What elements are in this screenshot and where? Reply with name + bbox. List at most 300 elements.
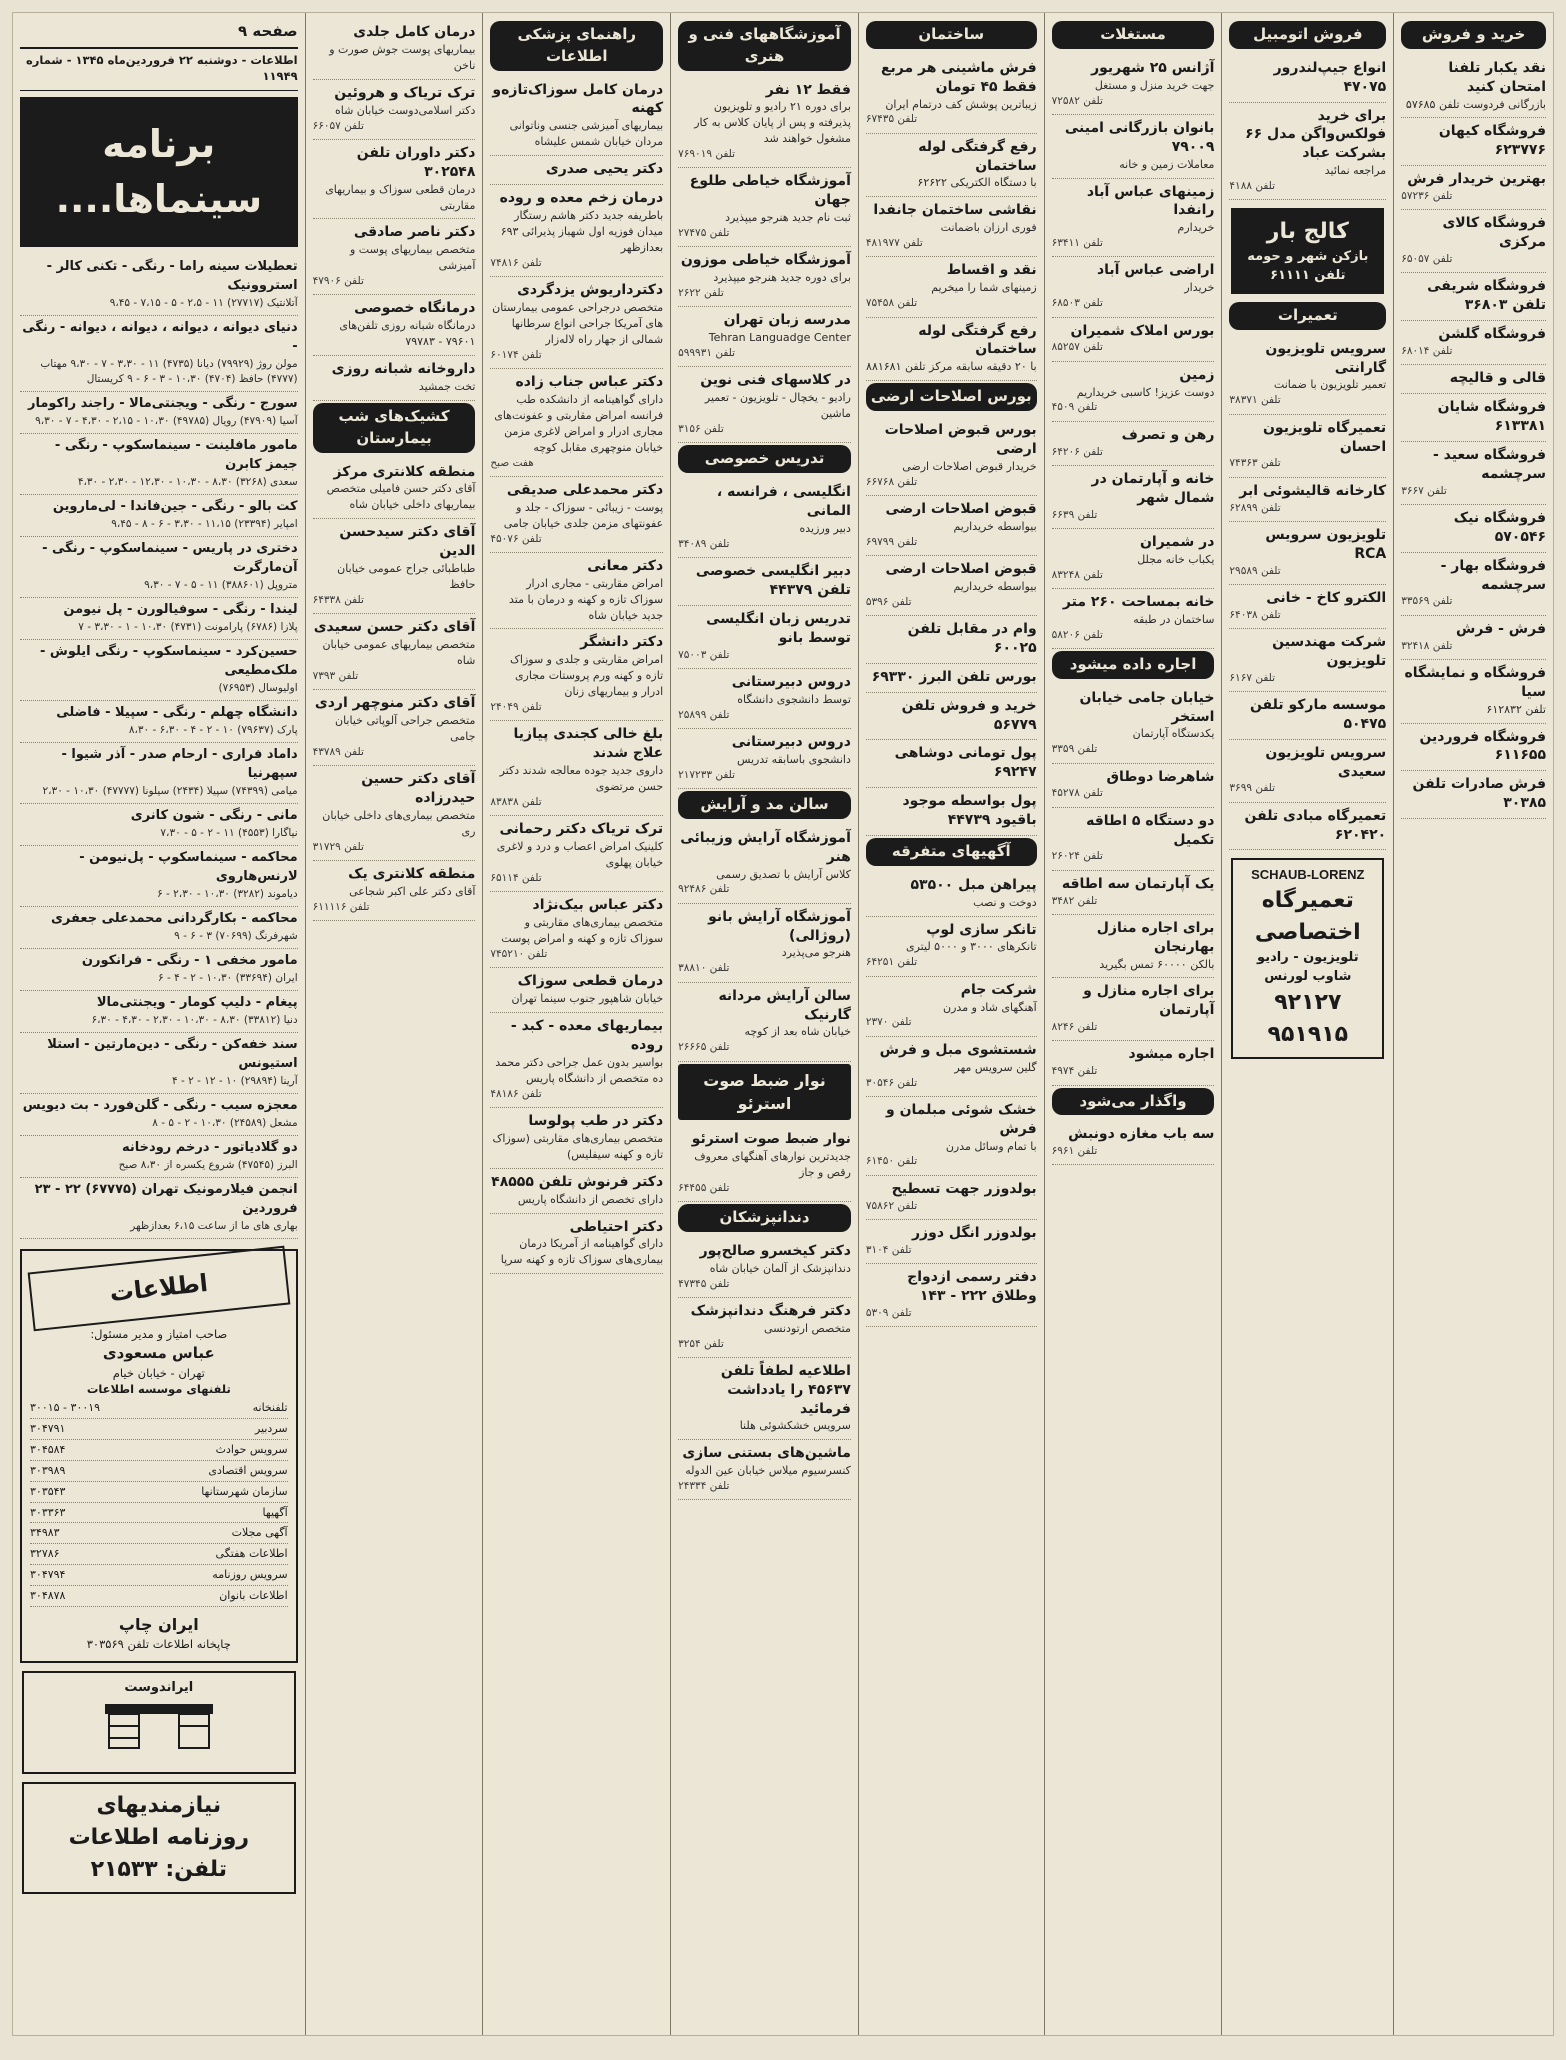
classified-ad (1052, 871, 1215, 915)
needs-line1: نیازمندیهای (96, 1793, 222, 1819)
phone-label: اطلاعات هفتگی (215, 1547, 288, 1561)
ad-phone: تلفن ۶۶۰۵۷ (312, 119, 364, 132)
section-header-dental: دندانپزشکان (678, 1204, 851, 1232)
ad-phone: تلفن ۷۲۵۸۲ (1051, 94, 1103, 107)
classified-ad (1229, 803, 1386, 851)
cinema-listing (20, 846, 298, 907)
classified-ad (678, 367, 851, 443)
ad-body: آقای دکتر حسن فامیلی متخصص بیماریهای داخلی خیابان شاه (326, 482, 476, 512)
cinema-banner: برنامه سینماها.... (20, 97, 298, 247)
classified-ad (1401, 321, 1546, 365)
ad-phone: تلفن ۳۶۹۹ (1229, 782, 1276, 795)
ad-phone: تلفن ۲۶۰۲۴ (1051, 850, 1103, 863)
ad-phone: تلفن ۵۷۲۳۶ (1401, 190, 1453, 203)
ad-body: برای دوره جدید هنرجو میپذیرد (713, 271, 851, 285)
ad-phone: تلفن ۲۳۷۰ (865, 1016, 912, 1029)
ad-body: با ۲۰ دقیقه سابقه مرکز تلفن ۸۸۱۶۸۱ (866, 360, 1037, 374)
ad-phone: تلفن ۲۴۰۴۹ (490, 701, 542, 714)
cinema-showtimes: سعدی (۳۲۶۸) ۸،۳۰ - ۱۰،۳۰ - ۱۲،۳۰ - ۲،۳۰ - ۴،۳۰ (77, 476, 298, 489)
ad-body: دکتر اسلامی‌دوست خیابان شاه (334, 103, 476, 117)
ad-body: بیواسطه خریداریم (953, 519, 1037, 533)
ad-body: خریدار قبوض اصلاحات ارضی (902, 459, 1037, 473)
classified-ad (1401, 273, 1546, 321)
ad-title: فروشگاه و نمایشگاه سیا (1404, 664, 1546, 700)
cinema-showtimes: دنیا (۳۳۸۱۲) ۸،۳۰ - ۱۰،۳۰ - ۲،۳۰ - ۴،۳۰ - ۶،۳۰ (91, 1014, 298, 1027)
cinema-listing (20, 1094, 298, 1136)
ad-body: خیابان شاهپور جنوب سینما تهران (511, 992, 664, 1006)
phone-label: آگهیها (262, 1505, 288, 1519)
cinema-showtimes: شهرفرنگ (۷۰۶۹۹) ۳ - ۶ - ۹ (174, 930, 298, 942)
ad-body: جهت خرید منزل و مستغل (1094, 78, 1215, 92)
column-schools (670, 13, 858, 2035)
ad-title: رفع گرفتگی لوله ساختمان (918, 138, 1037, 174)
column-shops (1393, 13, 1553, 2035)
ad-title: بورس قبوض اصلاحات ارضی (884, 421, 1037, 457)
ad-title: فروشگاه گلشن (1438, 326, 1546, 343)
ad-title: آموزشگاه خیاطی موزون (680, 252, 851, 269)
ad-title: خانه و آپارتمان در شمال شهر (1091, 470, 1215, 506)
page-header (20, 19, 298, 49)
ad-body: یکباب خانه مجلل (1137, 552, 1215, 566)
cinema-showtimes: پلازا (۶۷۸۶) پارامونت (۴۷۳۱) ۱۰،۳۰ - ۱ - ۳،۳۰ - ۷ (78, 621, 298, 634)
ad-phone: هفت صبح (490, 456, 534, 469)
classified-ad (490, 1108, 663, 1169)
ad-body: دارای گواهینامه از دانشکده طب فرانسه امراض مقاربتی و عفونت‌های مجاری ادرار و امراض لاغری مزمن خیابان منوچهری مقابل کوچه (494, 392, 664, 454)
cinema-film-title: داماد فراری - ارحام صدر - آذر شیوا - سپهرنیا (61, 747, 298, 782)
ad-title: خانه بمساحت ۲۶۰ متر (1062, 593, 1215, 610)
classified-ad (866, 318, 1037, 382)
ad-phone: تلفن ۷۶۹۰۱۹ (678, 148, 736, 161)
ad-title: در کلاسهای فنی نوین (700, 372, 851, 389)
classified-ad (1401, 724, 1546, 772)
ads-list-night-clinics (313, 459, 476, 922)
phone-label: تلفنخانه (252, 1400, 288, 1414)
desk-icon-svg (99, 1698, 219, 1754)
section-header-rent: اجاره داده میشود (1052, 651, 1215, 679)
needs-line2: روزنامه اطلاعات (68, 1825, 250, 1851)
ad-title: دکتر یحیی صدری (545, 161, 664, 178)
ad-body: باطریفه جدید دکتر هاشم رستگار میدان فوزیه اول شهباز پذیرائی ۶۹۳ بعدازظهر (500, 208, 664, 254)
ad-title: بهترین خریدار فرش (1407, 171, 1546, 188)
classified-ad (1052, 1041, 1215, 1085)
classified-ad (866, 1176, 1037, 1220)
classified-ad (490, 629, 663, 721)
ad-title: پول بواسطه موجود باقیود ۴۴۷۳۹ (902, 793, 1037, 829)
ad-title: کارخانه قالیشوئی ابر (1239, 482, 1387, 499)
ads-list-doctors (313, 19, 476, 401)
ad-title: منطقه کلانتری یک (348, 866, 476, 883)
classified-ad (866, 556, 1037, 616)
classified-ad (313, 19, 476, 80)
ad-title: منطقه کلانتری مرکز (333, 463, 476, 480)
ad-body: ثبت نام جدید هنرجو میپذیرد (725, 211, 851, 225)
classified-ad (866, 616, 1037, 664)
classified-ad (490, 1013, 663, 1108)
classified-ad (866, 664, 1037, 693)
ad-title: خرید و فروش تلفن ۵۶۷۷۹ (901, 697, 1037, 733)
ad-phone: تلفن ۲۴۳۳۴ (678, 1480, 730, 1493)
ad-title: دکتر فرهنگ دندانپزشک (690, 1302, 851, 1319)
classified-ad (1401, 166, 1546, 210)
ad-phone: تلفن ۳۴۰۸۹ (678, 537, 730, 550)
classified-ad (1052, 362, 1215, 422)
classified-ad (866, 134, 1037, 198)
classified-ad (313, 614, 476, 690)
classified-ad (1401, 394, 1546, 442)
page-number: صفحه ۹ (238, 22, 298, 40)
ad-title: درمان کامل سوزاک‌تازه‌و کهنه (492, 81, 664, 117)
classified-ad (490, 816, 663, 892)
classified-ad (1229, 629, 1386, 692)
classified-ad (1229, 692, 1386, 740)
ad-phone: تلفن ۷۴۳۶۳ (1229, 457, 1281, 470)
ad-title: فروشگاه فروردین ۶۱۱۶۵۵ (1419, 728, 1546, 764)
ad-body: آقای دکتر علی اکبر شجاعی (349, 884, 476, 898)
ad-title: فروشگاه شایان ۶۱۳۳۸۱ (1437, 399, 1546, 435)
ad-phone: تلفن ۴۵۰۹ (1051, 401, 1098, 414)
ads-list-dental (678, 1238, 851, 1501)
cinema-film-title: مانی - رنگی - شون کانری (130, 808, 298, 824)
classified-ad (866, 1264, 1037, 1327)
classified-ad (1052, 589, 1215, 649)
ad-phone: تلفن ۳۸۸۱۰ (678, 962, 730, 975)
cinema-listing (20, 1033, 298, 1094)
ad-title: قبوض اصلاحات ارضی (885, 560, 1037, 577)
classified-ad (313, 219, 476, 295)
classified-ad (313, 766, 476, 861)
schaub-phone1: ۹۲۱۲۷ (1274, 989, 1342, 1015)
classified-ad (313, 519, 476, 614)
phone-row (30, 1503, 288, 1524)
ad-phone: تلفن ۳۱۷۲۹ (312, 840, 364, 853)
column-estate (1044, 13, 1222, 2035)
ad-body: متخصص بیماری‌های داخلی خیابان ری (322, 808, 476, 838)
ad-phone: تلفن ۳۳۵۹ (1051, 743, 1098, 756)
schaub-line2: تلویزیون - رادیو (1257, 950, 1359, 966)
cinema-listing (20, 1178, 298, 1239)
ad-phone: تلفن ۳۲۴۱۸ (1401, 639, 1453, 652)
ad-title: درمانگاه خصوصی (354, 300, 476, 317)
ad-body: متخصص بیماریهای پوست و آمیزشی (350, 243, 476, 273)
ad-title: آقای دکتر منوچهر اردی (314, 695, 476, 712)
ad-phone: تلفن ۶۷۴۳۵ (865, 113, 918, 126)
classified-ad (490, 77, 663, 157)
ad-phone: تلفن ۸۳۲۴۸ (1051, 568, 1103, 581)
classified-ad (866, 693, 1037, 741)
phone-number: ۳۰۴۷۹۱ (30, 1421, 66, 1435)
ad-body: تعمیر تلویزیون با ضمانت (1273, 378, 1387, 392)
cinema-showtimes: آتلانتیک (۲۷۷۱۷) ۱۱ - ۲،۵ - ۵ - ۷،۱۵ - ۹،۴۵ (109, 296, 298, 309)
ad-title: اراضی عباس آباد (1096, 262, 1215, 279)
ad-title: دکتر دانشگر (580, 634, 664, 651)
cinema-film-title: سورج - رنگی - ویجنتی‌مالا - راجند راکومار (27, 396, 298, 412)
ad-body: متخصص بیماریهای عمومی خیابان شاه (322, 638, 476, 668)
classified-ad (1052, 257, 1215, 317)
ads-list-estate (1052, 55, 1215, 649)
classified-ad (1229, 478, 1386, 522)
ads-list-rent (1052, 685, 1215, 1086)
cinema-film-title: مامور مافلینت - سینماسکوپ - رنگی - جیمز کابرن (54, 438, 298, 473)
ad-body: درمان قطعی سوزاک و بیماریهای مقاربتی (325, 182, 476, 212)
classified-ad (490, 1214, 663, 1275)
classified-ad (490, 1169, 663, 1214)
cinema-listing (20, 392, 298, 434)
classified-ad (678, 1238, 851, 1298)
ad-body: دوست عزیز! کاسبی خریداریم (1076, 385, 1215, 399)
classified-ad (866, 496, 1037, 556)
phone-number: ۳۴۹۸۳ (30, 1526, 60, 1540)
masthead-logo: اطلاعات (28, 1246, 290, 1331)
ad-title: فروشگاه کالای مرکزی (1442, 215, 1546, 251)
cinema-listing (20, 1136, 298, 1178)
section-header-clinics: کشیک‌های شب بیمارستان (313, 403, 476, 453)
ad-title: برای اجاره منازل بهارنجان (1096, 919, 1215, 955)
cinema-showtimes: بهاری های ما از ساعت ۶،۱۵ بعدازظهر (130, 1220, 298, 1233)
cinema-listing (20, 701, 298, 743)
ad-title: ترک تریاک دکتر رحمانی (499, 821, 664, 838)
phone-number: ۳۰۴۵۸۴ (30, 1442, 66, 1456)
phone-number: ۳۰۳۳۶۳ (30, 1505, 66, 1519)
ad-phone: تلفن ۸۵۲۵۷ (1051, 341, 1103, 354)
cinema-film-title: مامور مخفی ۱ - رنگی - فرانکورن (81, 953, 298, 969)
column-clinics (305, 13, 483, 2035)
ad-body: بیماریهای آمیزشی جنسی وناتوانی مردان خیابان شمس علیشاه (509, 119, 664, 149)
ad-title: فرش - فرش (1456, 620, 1546, 637)
ads-list-cars (1229, 55, 1386, 201)
cinema-film-title: پیغام - دلیپ کومار - ویجنتی‌مالا (96, 995, 298, 1011)
phone-label: آگهی مجلات (231, 1526, 288, 1540)
ad-title: فرش صادرات تلفن ۳۰۳۸۵ (1412, 776, 1546, 812)
ad-title: اطلاعیه لطفاً تلفن ۴۵۶۳۷ را یادداشت فرمائید (720, 1362, 851, 1417)
schaub-phone2: ۹۵۱۹۱۵ (1267, 1021, 1349, 1047)
ad-title: دکتر در طب پولوسا (528, 1112, 664, 1129)
phone-label: سرویس حوادث (215, 1442, 288, 1456)
cinema-showtimes: نیاگارا (۴۵۵۳) ۱۱ - ۲ - ۵ - ۷،۳۰ (160, 827, 298, 840)
phone-row (30, 1523, 288, 1544)
needs-line3: تلفن: ۲۱۵۳۳ (90, 1857, 228, 1883)
ad-title: مدرسه زبان تهران (723, 312, 851, 329)
phone-row (30, 1440, 288, 1461)
ad-title: آقای دکتر حسین حیدرزاده (361, 771, 476, 807)
ads-list-shops (1401, 55, 1546, 819)
ad-phone: تلفن ۴۳۷۸۹ (312, 745, 364, 758)
ad-phone: تلفن ۴۷۹۰۶ (312, 275, 364, 288)
ad-phone: تلفن ۸۳۸۳۸ (490, 796, 542, 809)
cinema-film-title: تعطیلات سینه راما - رنگی - تکنی کالر - استروونیک (46, 259, 298, 294)
ad-title: پیراهن مبل ۵۳۵۰۰ (910, 876, 1037, 893)
ad-title: دکتر محمدعلی صدیقی (506, 481, 664, 498)
ad-phone: تلفن ۶۴۰۳۸ (1229, 608, 1281, 621)
ad-title: دکتر داوران تلفن ۳۰۲۵۴۸ (356, 144, 476, 180)
classified-ad (490, 477, 663, 553)
cinema-listing (20, 434, 298, 495)
ad-body: متخصص جراحی آلوپاتی خیابان جامی (334, 714, 476, 743)
ad-body: گلین سرویس مهر (954, 1060, 1037, 1074)
classified-ad (678, 1358, 851, 1441)
ad-title: نوار ضبط صوت استرئو (691, 1130, 851, 1147)
phone-row (30, 1586, 288, 1607)
ad-phone: تلفن ۸۲۴۶ (1051, 1021, 1098, 1034)
cinema-film-title: کت بالو - رنگی - جین‌فاندا - لی‌ماروین (52, 499, 298, 515)
ad-title: فرش ماشینی هر مربع فقط ۴۵ تومان (880, 59, 1037, 95)
classified-ad (313, 80, 476, 140)
classified-ad (1052, 179, 1215, 258)
ad-title: دکتر معانی (587, 557, 664, 574)
ad-title: انواع جیپ‌لندرور ۴۷۰۷۵ (1273, 59, 1387, 95)
ad-title: آموزشگاه آرایش بانو (روژالی) (708, 908, 851, 944)
ad-title: قبوض اصلاحات ارضی (885, 500, 1037, 517)
kolejbar-subtitle: بازکن شهر و حومه (1247, 249, 1369, 265)
classified-ad (866, 1097, 1037, 1176)
ads-list-schools (678, 77, 851, 444)
ad-title: ماشین‌های بستنی سازی (682, 1445, 851, 1462)
ad-title: فروشگاه نیک ۵۷۰۵۴۶ (1453, 509, 1546, 545)
classified-ad (866, 872, 1037, 917)
ad-body: خیابان شاه بعد از کوچه (744, 1025, 851, 1039)
classified-ad (1052, 685, 1215, 764)
ad-title: بیماریهای معده - کبد - روده (510, 1018, 664, 1053)
ad-body: متخصص بیماری‌های مقاربتی (سوزاک تازه و کهنه سیفلیس) (492, 1131, 664, 1161)
ad-phone: تلفن ۴۱۸۸ (1229, 180, 1276, 193)
ad-body: متخصص بیماری‌های مقاربتی و سوزاک تازه و کهنه و امراض پوست (501, 916, 664, 946)
classified-ad (313, 861, 476, 921)
ad-title: وام در مقابل تلفن ۶۰۰۲۵ (907, 621, 1037, 656)
section-header-commerce: خرید و فروش (1401, 21, 1546, 49)
ad-title: دروس دبیرستانی (731, 733, 851, 750)
classified-ad (1229, 522, 1386, 585)
ad-phone: تلفن ۵۳۹۶ (865, 595, 912, 608)
ad-phone: تلفن ۳۰۵۴۶ (865, 1076, 918, 1089)
ad-body: متخصص ارتودنسی (764, 1321, 851, 1335)
ad-phone: تلفن ۷۳۹۳ (312, 669, 359, 682)
column-health (482, 13, 670, 2035)
ad-phone: تلفن ۶۸۰۱۴ (1401, 345, 1453, 358)
ad-body: با تمام وسائل مدرن (945, 1139, 1037, 1153)
ad-phone: تلفن ۴۵۰۷۶ (490, 532, 542, 545)
ad-phone: تلفن ۶۸۵۰۳ (1051, 297, 1103, 310)
ad-title: پول تومانی دوشاهی ۶۹۲۴۷ (894, 745, 1037, 781)
ad-phone: تلفن ۲۶۲۲ (678, 287, 724, 300)
ad-body: خریدارم (1177, 221, 1215, 235)
cinema-film-title: سند خفه‌کن - رنگی - دین‌مارتین - استلا استیونس (47, 1037, 298, 1072)
classified-ad (678, 669, 851, 729)
classified-ad (678, 77, 851, 169)
classified-ad (490, 553, 663, 630)
section-header-estate: مستغلات (1052, 21, 1215, 49)
classified-ad (678, 479, 851, 558)
cinema-showtimes: البرز (۴۷۵۴۵) شروع یکسره از ۸،۳۰ صبح (118, 1159, 298, 1172)
ad-phone: تلفن ۷۵۰۰۳ (678, 648, 730, 661)
cinema-listing (20, 991, 298, 1033)
ad-body: زمینهای شما را میخریم (931, 281, 1037, 295)
cinema-showtimes: میامی (۷۴۳۹۹) سپیلا (۲۴۳۴) سیلونا (۴۷۷۷۷) ۱۰،۳۰ - ۲،۳۰ (42, 784, 298, 797)
ad-phone: تلفن ۳۴۸۲ (1051, 894, 1098, 907)
ad-title: دکتر عباس بیک‌نژاد (532, 897, 664, 914)
ad-body: هنرجو می‌پذیرد (781, 946, 851, 960)
classified-ad (678, 825, 851, 904)
classified-ad (1401, 442, 1546, 505)
cinema-film-title: محاکمه - سینماسکوپ - پل‌نیومن - لارنس‌هاروی (79, 850, 298, 885)
ad-title: فروشگاه کیهان ۶۲۳۷۷۶ (1438, 123, 1546, 159)
ad-title: فقط ۱۲ نفر (765, 81, 851, 98)
ad-title: دکتر عباس جناب زاده (515, 373, 664, 390)
ad-body: آهنگهای شاد و مدرن (943, 1000, 1037, 1014)
classified-ad (1401, 365, 1546, 394)
ad-title: درمان زخم معده و روده (499, 190, 664, 207)
ad-title: تدریس زبان انگلیسی توسط بانو (706, 610, 851, 646)
column-cars (1221, 13, 1393, 2035)
classified-ad (490, 968, 663, 1013)
schaub-brand: SCHAUB-LORENZ (1251, 867, 1365, 883)
iranduset-ad (22, 1671, 296, 1774)
ad-title: شرکت مهندسین تلویزیون (1272, 633, 1387, 669)
ad-title: دکتر کیخسرو صالح‌پور (699, 1242, 851, 1259)
ad-phone: تلفن ۳۱۰۴ (865, 1243, 912, 1256)
ad-title: در شمیران (1139, 533, 1215, 550)
ad-body: تانکرهای ۳۰۰۰ و ۵۰۰۰ لیتری (906, 940, 1037, 954)
ad-body: کنسرسیوم میلاس خیابان عین الدوله (685, 1464, 851, 1478)
ad-body: کلاس آرایش با تصدیق رسمی (716, 867, 851, 881)
cinema-showtimes: آسیا (۴۷۹۰۹) رویال (۴۹۷۸۵) ۱۰،۳۰ - ۲،۱۵ - ۴،۳۰ - ۷ - ۹،۳۰ (35, 415, 298, 428)
classified-ad (313, 140, 476, 220)
ad-body: دندانپزشک از آلمان خیابان شاه (709, 1261, 851, 1275)
ad-phone: تلفن ۴۷۳۴۵ (678, 1277, 730, 1290)
ad-title: رهن و تصرف (1121, 426, 1215, 443)
classified-ad (1052, 978, 1215, 1041)
classified-ad (1229, 336, 1386, 415)
ad-title: اجاره میشود (1128, 1046, 1215, 1063)
classified-ad (678, 606, 851, 669)
ad-title: فروشگاه بهار - سرچشمه (1440, 557, 1546, 593)
phone-label: سرویس اقتصادی (208, 1463, 288, 1477)
cinema-showtimes: دیاموند (۳۲۸۲) ۱۰،۳۰ - ۲،۳۰ - ۶ (157, 887, 298, 900)
cinema-showtimes: پارک (۷۹۶۳۷) ۱۰ - ۲ - ۴ - ۶،۳۰ - ۸،۳۰ (128, 724, 298, 737)
section-header-health: راهنمای پزشکی اطلاعات (490, 21, 663, 71)
ad-title: تلویزیون سرویس RCA (1265, 526, 1387, 562)
ads-list-beauty (678, 825, 851, 1062)
classified-ad (1052, 318, 1215, 362)
ads-list-transfer (1052, 1121, 1215, 1165)
cinema-showtimes: مشعل (۲۴۵۸۹) ۱۰،۳۰ - ۲ - ۵ - ۸ (152, 1117, 298, 1130)
ad-phone: تلفن ۵۸۲۰۶ (1051, 628, 1103, 641)
ad-title: تعمیرگاه مبادی تلفن ۶۲۰۴۲۰ (1244, 807, 1387, 843)
classified-ad (1229, 103, 1386, 201)
needs-box (22, 1782, 296, 1894)
classified-ad (490, 156, 663, 185)
ad-body: دانشجوی باسابقه تدریس (736, 752, 851, 766)
phone-number: ۳۰۳۵۴۳ (30, 1484, 66, 1498)
classified-ad (1052, 115, 1215, 179)
ad-title: دکتر ناصر صادقی (353, 224, 476, 241)
ad-title: آژانس ۲۵ شهریور (1091, 59, 1215, 76)
ad-body: طباطبائی جراح عمومی خیابان حافظ (337, 562, 476, 592)
classified-ad (866, 197, 1037, 257)
ad-phone: تلفن ۶۲۸۹۹ (1229, 501, 1281, 514)
ad-title: دفتر رسمی ازدواج وطلاق ۲۲۲ - ۱۴۳ (907, 1268, 1037, 1304)
ad-title: یک آپارتمان سه اطاقه (1061, 875, 1215, 892)
ad-phone: تلفن ۴۹۷۴ (1051, 1065, 1098, 1078)
phone-row (30, 1419, 288, 1440)
ad-title: بولدوزر جهت تسطیح (891, 1180, 1037, 1197)
classified-ad (1401, 55, 1546, 119)
ad-title: دو دستگاه ۵ اطاقه تکمیل (1086, 812, 1215, 848)
ad-title: بورس تلفن البرز ۶۹۳۳۰ (871, 668, 1037, 685)
cinema-listing (20, 907, 298, 949)
section-header-cassette: نوار ضبط صوت استرئو (678, 1064, 851, 1120)
ad-phone: تلفن ۳۲۵۴ (678, 1337, 724, 1350)
ad-phone: تلفن ۶۶۷۶۸ (865, 475, 918, 488)
section-header-transfer: واگذار می‌شود (1052, 1088, 1215, 1116)
